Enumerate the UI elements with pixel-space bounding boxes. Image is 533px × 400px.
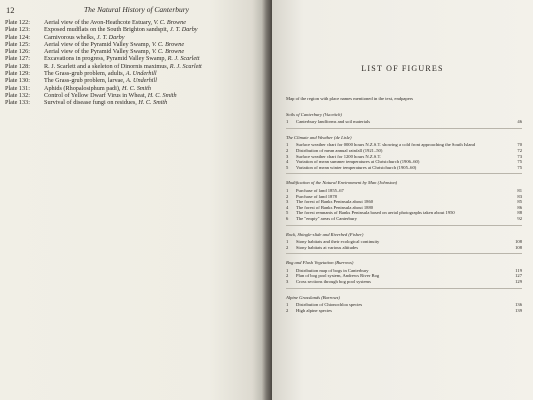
section-heading: Soils of Canterbury (Vucetich) (286, 111, 342, 117)
plate-row (5, 19, 255, 26)
plate-author: J. T. Darby (96, 33, 125, 41)
figure-page: 70 (517, 142, 522, 148)
figure-page: 73 (517, 153, 522, 159)
plate-label: Plate 125: (5, 40, 30, 48)
plate-description (44, 34, 255, 41)
plate-description (44, 55, 255, 62)
figure-page: 119 (515, 267, 522, 273)
plate-row (5, 55, 255, 62)
figure-entry (286, 119, 522, 125)
figure-entry (286, 308, 522, 314)
plate-label: Plate 129: (5, 70, 30, 78)
figure-number: 6 (286, 215, 289, 221)
figure-number: 1 (286, 239, 289, 245)
figure-number: 1 (286, 119, 289, 125)
figure-title: Surface weather chart for 0000 hours N.Z.S.T. showing a cold front approaching the South Island (296, 142, 476, 148)
plate-caption: The Grass-grub problem, larvae, (44, 77, 125, 85)
figure-title: The "empty" areas of Canterbury (296, 215, 357, 221)
figure-number: 1 (286, 142, 289, 148)
plate-label: Plate 132: (5, 91, 30, 99)
figure-page: 136 (515, 302, 522, 308)
figure-title: Stony habitats and their ecological continuity (296, 239, 380, 245)
plate-label: Plate 123: (5, 26, 30, 34)
left-page (0, 0, 262, 400)
figure-title: The forest of Banks Peninsula about 1860 (296, 199, 374, 205)
figure-title: Distribution of Chionochloa species (296, 302, 363, 308)
plate-author: V. C. Browne (153, 19, 186, 26)
plate-row (5, 63, 255, 70)
figure-title: Variation of mean winter temperatures at Christchurch (1905–60) (296, 164, 417, 170)
figure-number: 3 (286, 279, 289, 285)
plate-label: Plate 133: (5, 99, 30, 107)
plate-description (44, 41, 255, 48)
figure-title: Distribution map of bogs in Canterbury (296, 267, 369, 273)
section-rule (286, 225, 522, 226)
plate-label: Plate 131: (5, 84, 30, 92)
figure-page: 75 (517, 159, 522, 165)
figure-page: 139 (515, 307, 522, 313)
figure-page: 108 (515, 244, 522, 250)
plate-label: Plate 126: (5, 48, 30, 56)
plate-author: A. Underhill (126, 77, 157, 85)
figure-number: 5 (286, 164, 289, 170)
plate-description (44, 48, 255, 55)
figure-page: 72 (517, 147, 522, 153)
figure-title: Purchase of land 1855–67 (296, 187, 344, 193)
plate-row (5, 92, 255, 99)
plate-author: J. T. Darby (169, 26, 198, 34)
figure-entry (286, 245, 522, 251)
figure-page: 92 (517, 215, 522, 221)
figure-page: 129 (515, 279, 522, 285)
plate-description (44, 70, 255, 77)
figure-number: 3 (286, 199, 289, 205)
figure-title: Distribution of mean annual rainfall (1921–50) (296, 147, 383, 153)
map-line: Map of the region with place names mentioned in the text, endpapers (286, 96, 414, 101)
figure-page: 75 (517, 164, 522, 170)
page-number: 12 (6, 5, 15, 15)
figure-title: Stony habitats at various altitudes (296, 244, 359, 250)
section-heading: Modification of the Natural Environment by Man (Johnston) (286, 180, 398, 186)
figure-number: 1 (286, 187, 289, 193)
plate-description (44, 77, 255, 84)
running-title: The Natural History of Canterbury (84, 5, 190, 14)
plate-caption: R. J. Scarlett and a skeleton of Dinornis maximus, (44, 62, 169, 70)
plate-author: V. C. Browne (151, 48, 185, 56)
plate-caption: Excavations in progress, Pyramid Valley Swamp, (44, 55, 167, 63)
figure-number: 2 (286, 193, 289, 199)
plate-row (5, 77, 255, 84)
figure-entry (286, 165, 522, 171)
section-rule (286, 253, 522, 254)
plate-author: H. C. Smith (138, 99, 168, 107)
plate-row (5, 70, 255, 77)
section-rule (286, 288, 522, 289)
figure-number: 5 (286, 210, 289, 216)
plate-label: Plate 127: (5, 55, 30, 63)
figure-page: 83 (517, 193, 522, 199)
plate-description (44, 92, 255, 99)
figure-number: 2 (286, 244, 289, 250)
plate-label: Plate 122: (5, 19, 30, 26)
plate-caption: Survival of disease fungi on residues, (44, 99, 137, 107)
plate-author: R. J. Scarlett (169, 62, 202, 70)
figure-number: 2 (286, 147, 289, 153)
plate-author: V. C. Browne (151, 40, 185, 48)
figure-title: Surface weather chart for 1200 hours N.Z.S.T. (296, 153, 382, 159)
figure-title: Cross sections through bog pool systems (296, 279, 371, 285)
spine-shadow (252, 0, 262, 400)
figure-title: Purchase of land 1878 (296, 193, 337, 199)
plate-description (44, 85, 255, 92)
figure-page: 46 (517, 119, 522, 125)
section-heading: Alpine Grasslands (Burrows) (286, 294, 340, 300)
plate-description (44, 26, 255, 33)
plate-caption: Aerial view of the Pyramid Valley Swamp, (44, 40, 151, 48)
plate-row (5, 34, 255, 41)
figure-page: 81 (517, 187, 522, 193)
left-page-header (6, 5, 256, 17)
right-page (272, 0, 533, 400)
figure-entry (286, 216, 522, 222)
plate-list (5, 19, 255, 107)
figure-page: 108 (515, 239, 522, 245)
plate-label: Plate 130: (5, 77, 30, 85)
list-of-figures-title: LIST OF FIGURES (361, 64, 444, 73)
plate-row (5, 48, 255, 55)
plate-description (44, 99, 255, 106)
section-heading: The Climate and Weather (de Lisle) (286, 134, 352, 140)
plate-caption: Carnivorous whelks, (44, 33, 96, 41)
figure-page: 85 (517, 199, 522, 205)
figure-title: Plan of bog pool system, Andrews River Bog (296, 273, 380, 279)
plate-description (44, 63, 255, 70)
section-heading: Rock, Shingle-slide and Riverbed (Fisher) (286, 231, 364, 237)
plate-caption: The Grass-grub problem, adults, (44, 70, 125, 78)
plate-row (5, 26, 255, 33)
plate-author: A. Underhill (125, 70, 157, 78)
plate-caption: Aerial view of the Avon-Heathcote Estuary, (44, 19, 153, 26)
figure-number: 4 (286, 204, 289, 210)
plate-author: H. C. Smith (122, 84, 151, 92)
figure-number: 3 (286, 153, 289, 159)
figure-page: 86 (517, 204, 522, 210)
figure-page: 88 (517, 210, 522, 216)
figure-title: Canterbury landforms and soil materials (296, 119, 370, 125)
plate-author: H. C. Smith (147, 91, 177, 99)
figure-number: 2 (286, 273, 289, 279)
figure-number: 2 (286, 307, 289, 313)
figure-entry (286, 279, 522, 285)
plate-caption: Control of Yellow Dwarf Virus in Wheat, (44, 91, 147, 99)
plate-author: R. J. Scarlett (167, 55, 200, 63)
figure-title: The forest remnants of Banks Peninsula based on aerial photographs taken about 1950 (296, 210, 455, 216)
section-heading: Bog and Flush Vegetation (Burrows) (286, 260, 354, 266)
figure-number: 1 (286, 302, 289, 308)
figure-title: Variation of mean summer temperatures at Christchurch (1906–60) (296, 159, 420, 165)
plate-label: Plate 128: (5, 62, 30, 70)
plate-row (5, 41, 255, 48)
plate-caption: Aphids (Rhopalosiphum padi), (44, 84, 121, 92)
section-rule (286, 173, 522, 174)
figure-number: 4 (286, 159, 289, 165)
plate-description (44, 19, 255, 26)
plate-label: Plate 124: (5, 33, 30, 41)
section-rule (286, 128, 522, 129)
figure-number: 1 (286, 267, 289, 273)
plate-row (5, 85, 255, 92)
book-gutter (262, 0, 272, 400)
figure-page: 127 (515, 273, 522, 279)
figure-title: High alpine species (296, 307, 332, 313)
figure-sections (286, 112, 522, 314)
figures-list (286, 96, 522, 313)
figure-title: The forest of Banks Peninsula about 1880 (296, 204, 374, 210)
plate-row (5, 99, 255, 106)
plate-caption: Exposed mudflats on the South Brighton sandspit, (44, 26, 169, 34)
plate-caption: Aerial view of the Pyramid Valley Swamp, (44, 48, 151, 56)
